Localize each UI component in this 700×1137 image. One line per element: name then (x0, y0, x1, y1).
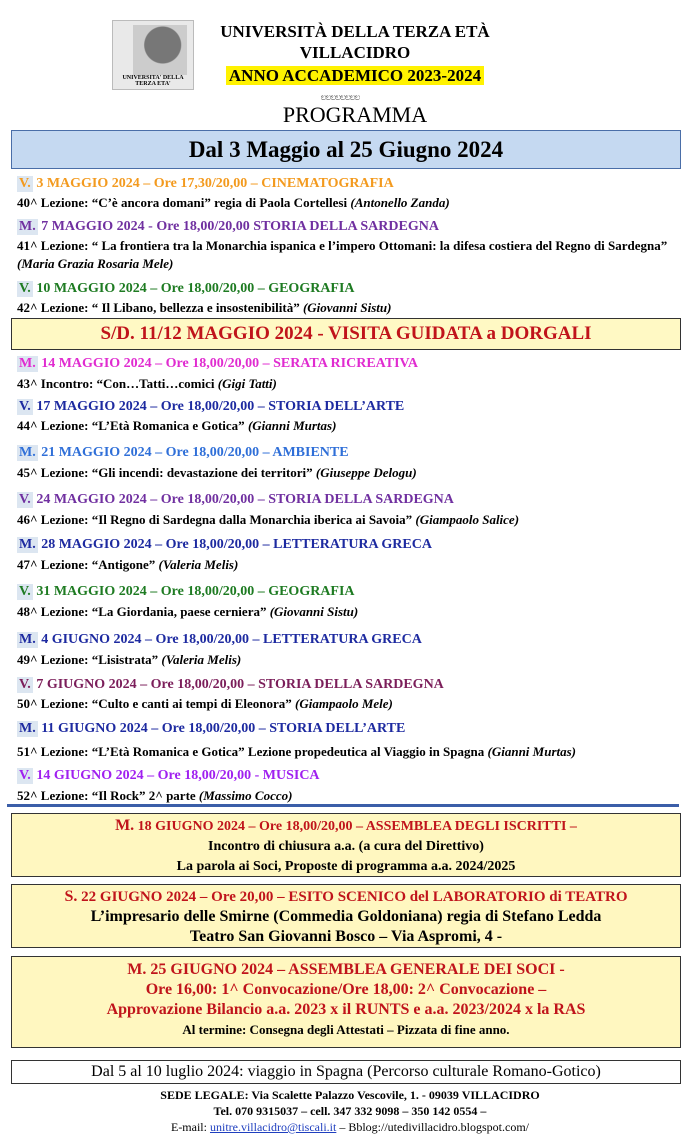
day-letter: M. (19, 537, 36, 552)
lesson-text: 49^ Lezione: “Lisistrata” (17, 652, 162, 667)
date-range-banner: Dal 3 Maggio al 25 Giugno 2024 (11, 130, 681, 169)
teacher-name: (Giampaolo Mele) (295, 696, 393, 711)
portrait-image (133, 25, 187, 75)
lesson-text: 43^ Incontro: “Con…Tatti…comici (17, 376, 218, 391)
day-letter: M. (19, 445, 36, 460)
lesson-line (17, 194, 682, 212)
lesson-line (17, 787, 682, 805)
academic-year (190, 66, 520, 86)
university-title: UNIVERSITÀ DELLA TERZA ETÀ (220, 22, 490, 41)
lesson-text: 41^ Lezione: “ La frontiera tra la Monarchia ispanica e l’impero Ottomani: la difesa costiera del Regno di Sardegna” (17, 238, 668, 253)
day-letter: V. (19, 399, 31, 414)
event-heading: 14 GIUGNO 2024 – Ore 18,00/20,00 - MUSICA (32, 768, 320, 783)
event-heading: 3 MAGGIO 2024 – Ore 17,30/20,00 – CINEMATOGRAFIA (32, 176, 394, 191)
event-title (17, 176, 687, 192)
teacher-name: (Gianni Murtas) (247, 418, 337, 433)
lesson-line (17, 743, 682, 761)
box-heading: 25 GIUGNO 2024 – ASSEMBLEA GENERALE DEI SOCI - (146, 961, 565, 978)
lesson-text: 50^ Lezione: “Culto e canti ai tempi di Eleonora” (17, 696, 296, 711)
blog-link[interactable]: – Bblog://utedivillacidro.blogspot.com/ (336, 1120, 529, 1134)
box-heading: 18 GIUGNO 2024 – Ore 18,00/20,00 – ASSEMBLEA DEGLI ISCRITTI – (134, 819, 577, 834)
event-heading: 10 MAGGIO 2024 – Ore 18,00/20,00 – GEOGRAFIA (32, 281, 355, 296)
teacher-name: (Gianni Murtas) (487, 744, 577, 759)
box-line: L’impresario delle Smirne (Commedia Goldoniana) regia di Stefano Ledda (90, 908, 602, 925)
footer-contacts (0, 1119, 700, 1135)
lesson-line (17, 417, 682, 435)
academic-year-text: ANNO ACCADEMICO 2023-2024 (226, 66, 484, 85)
teacher-name: (Giovanni Sistu) (269, 604, 359, 619)
event-title (17, 356, 687, 372)
event-title (17, 445, 687, 461)
event-heading: 7 MAGGIO 2024 - Ore 18,00/20,00 STORIA DELLA SARDEGNA (37, 219, 439, 234)
event-heading: 24 MAGGIO 2024 – Ore 18,00/20,00 – STORIA DELLA SARDEGNA (32, 492, 454, 507)
event-title (17, 281, 687, 297)
lesson-line (17, 651, 682, 669)
lesson-line (17, 299, 682, 317)
email-label: E-mail: (170, 1120, 210, 1134)
day-letter: V. (19, 492, 31, 507)
event-heading: 7 GIUGNO 2024 – Ore 18,00/20,00 – STORIA DELLA SARDEGNA (32, 677, 444, 692)
city-title: VILLACIDRO (299, 43, 411, 62)
ornament-divider: ಲಲಲಲಲಲಲಲ (320, 92, 360, 102)
event-title (17, 584, 687, 600)
day-letter: M. (127, 961, 147, 978)
guided-visit-banner: S/D. 11/12 MAGGIO 2024 - VISITA GUIDATA a DORGALI (11, 318, 681, 350)
teacher-name: (Valeria Melis) (161, 652, 242, 667)
event-heading: 21 MAGGIO 2024 – Ore 18,00/20,00 – AMBIENTE (37, 445, 349, 460)
teacher-name: (Maria Grazia Rosaria Mele) (17, 256, 174, 271)
day-letter: V. (19, 281, 31, 296)
day-letter: M. (19, 356, 36, 371)
day-letter: V. (19, 768, 31, 783)
lesson-line (17, 237, 682, 273)
lesson-text: 46^ Lezione: “Il Regno di Sardegna dalla Monarchia iberica ai Savoia” (17, 512, 416, 527)
box-line: Ore 16,00: 1^ Convocazione/Ore 18,00: 2^ Convocazione – (145, 981, 547, 998)
lesson-text: 40^ Lezione: “C’è ancora domani” regia di Paola Cortellesi (17, 195, 351, 210)
lesson-line (17, 464, 682, 482)
event-title (17, 537, 687, 553)
box-line: Incontro di chiusura a.a. (a cura del Direttivo) (208, 839, 484, 854)
teacher-name: (Giovanni Sistu) (302, 300, 392, 315)
general-assembly-box (11, 956, 681, 1048)
teacher-name: (Antonello Zanda) (350, 195, 450, 210)
event-title (17, 632, 687, 648)
event-heading: 4 GIUGNO 2024 – Ore 18,00/20,00 – LETTERATURA GRECA (37, 632, 422, 647)
members-meeting-box (11, 813, 681, 877)
box-line: Approvazione Bilancio a.a. 2023 x il RUNTS e a.a. 2023/2024 x la RAS (106, 1001, 586, 1018)
event-heading: 17 MAGGIO 2024 – Ore 18,00/20,00 – STORIA DELL’ARTE (32, 399, 405, 414)
section-divider (7, 804, 679, 807)
day-letter: M. (115, 817, 135, 834)
university-logo (112, 20, 194, 90)
teacher-name: (Giampaolo Salice) (415, 512, 520, 527)
lesson-line (17, 556, 682, 574)
footer-phone: Tel. 070 9315037 – cell. 347 332 9098 – 350 142 0554 – (213, 1104, 487, 1118)
footer-address: SEDE LEGALE: Via Scalette Palazzo Vescovile, 1. - 09039 VILLACIDRO (160, 1088, 540, 1102)
lesson-text: 45^ Lezione: “Gli incendi: devastazione dei territori” (17, 465, 316, 480)
box-line: Teatro San Giovanni Bosco – Via Aspromi, 4 - (189, 928, 503, 945)
teacher-name: (Valeria Melis) (158, 557, 239, 572)
event-title (17, 721, 687, 737)
day-letter: V. (19, 176, 31, 191)
day-letter: S. (64, 888, 78, 905)
event-heading: 28 MAGGIO 2024 – Ore 18,00/20,00 – LETTERATURA GRECA (37, 537, 432, 552)
email-link[interactable]: unitre.villacidro@tiscali.it (209, 1120, 337, 1134)
box-line: Al termine: Consegna degli Attestati – Pizzata di fine anno. (182, 1022, 510, 1037)
event-heading: 31 MAGGIO 2024 – Ore 18,00/20,00 – GEOGRAFIA (32, 584, 355, 599)
day-letter: V. (19, 584, 31, 599)
event-title (17, 399, 687, 415)
event-title (17, 677, 687, 693)
teacher-name: (Giuseppe Delogu) (315, 465, 417, 480)
lesson-text: 52^ Lezione: “Il Rock” 2^ parte (17, 788, 199, 803)
teacher-name: (Gigi Tatti) (217, 376, 277, 391)
lesson-line (17, 511, 682, 529)
spain-trip-banner: Dal 5 al 10 luglio 2024: viaggio in Spagna (Percorso culturale Romano-Gotico) (11, 1060, 681, 1084)
lesson-text: 44^ Lezione: “L’Età Romanica e Gotica” (17, 418, 248, 433)
event-title (17, 492, 687, 508)
event-title (17, 768, 687, 784)
lesson-line (17, 375, 682, 393)
lesson-text: 51^ Lezione: “L’Età Romanica e Gotica” Lezione propedeutica al Viaggio in Spagna (17, 744, 488, 759)
lesson-text: 47^ Lezione: “Antigone” (17, 557, 159, 572)
program-title: PROGRAMMA (282, 102, 428, 127)
day-letter: M. (19, 721, 36, 736)
event-heading: 14 MAGGIO 2024 – Ore 18,00/20,00 – SERATA RICREATIVA (37, 356, 418, 371)
box-heading: 22 GIUGNO 2024 – Ore 20,00 – ESITO SCENICO del LABORATORIO di TEATRO (77, 889, 628, 905)
lesson-text: 48^ Lezione: “La Giordania, paese cerniera” (17, 604, 270, 619)
lesson-line (17, 695, 682, 713)
event-heading: 11 GIUGNO 2024 – Ore 18,00/20,00 – STORIA DELL’ARTE (37, 721, 406, 736)
day-letter: M. (19, 632, 36, 647)
lesson-text: 42^ Lezione: “ Il Libano, bellezza e insostenibilità” (17, 300, 303, 315)
day-letter: M. (19, 219, 36, 234)
lesson-line (17, 603, 682, 621)
box-line: La parola ai Soci, Proposte di programma a.a. 2024/2025 (176, 859, 516, 874)
event-title (17, 219, 687, 235)
logo-caption: UNIVERSITA' DELLA TERZA ETA' (122, 75, 184, 87)
theatre-box (11, 884, 681, 948)
day-letter: V. (19, 677, 31, 692)
teacher-name: (Massimo Cocco) (198, 788, 293, 803)
